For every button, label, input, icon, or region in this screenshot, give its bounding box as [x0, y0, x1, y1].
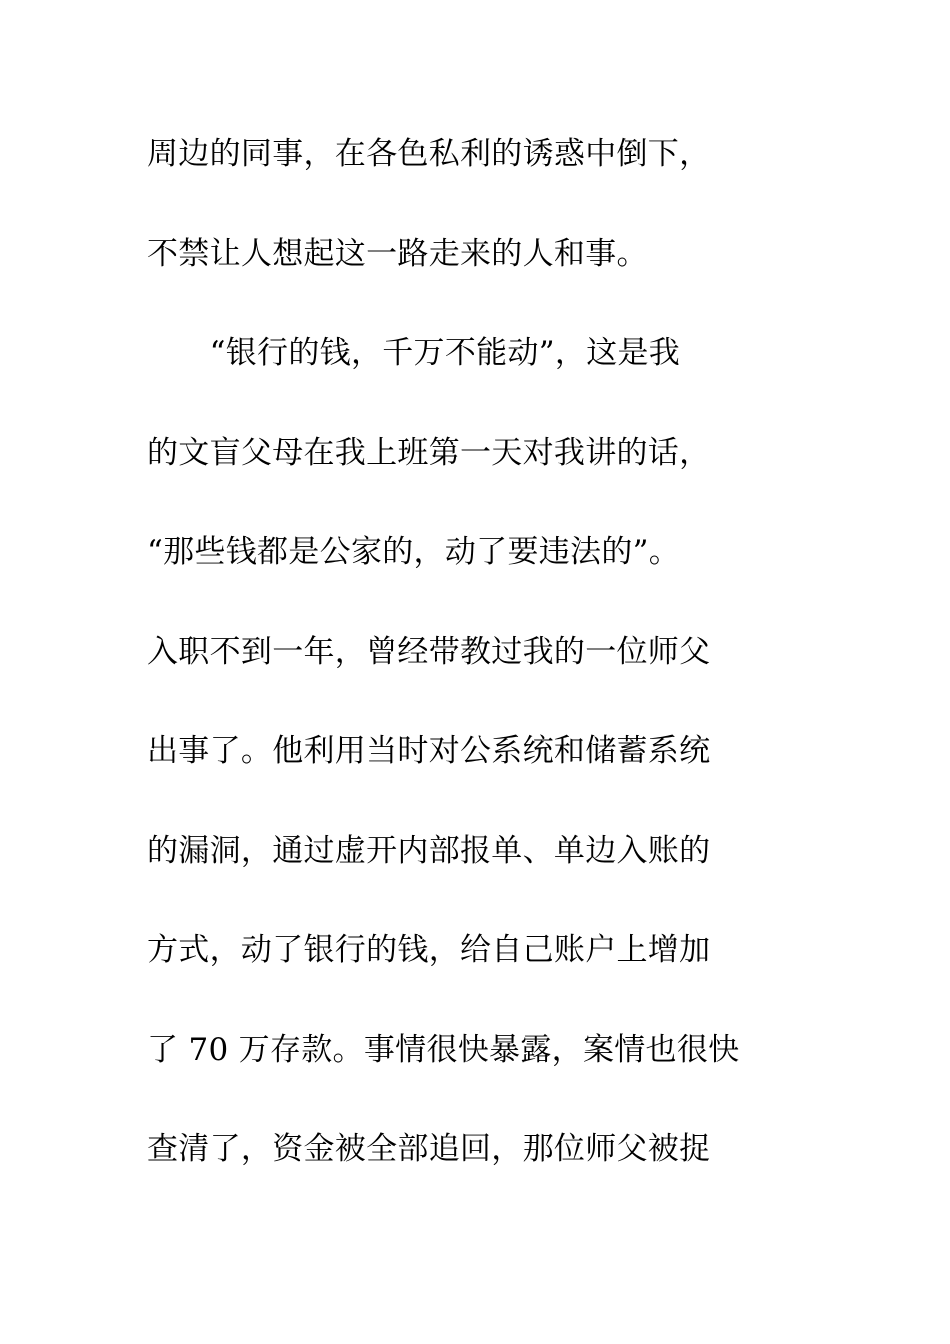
text-line: 了 70 万存款。事情很快暴露，案情也很快	[147, 1031, 740, 1068]
text-line: 方式，动了银行的钱，给自己账户上增加	[147, 932, 711, 968]
text-line: 周边的同事，在各色私利的诱惑中倒下，	[147, 136, 711, 172]
text-line: 入职不到一年，曾经带教过我的一位师父	[147, 633, 711, 670]
body-text	[147, 125, 807, 1220]
text-line: 查清了，资金被全部追回，那位师父被捉	[147, 1131, 711, 1167]
text-line: 的漏洞，通过虚开内部报单、单边入账的	[147, 832, 711, 869]
text-line: “银行的钱，千万不能动”，这是我	[147, 335, 681, 371]
text-line: “那些钱都是公家的，动了要违法的”。	[147, 534, 681, 570]
text-line: 出事了。他利用当时对公系统和储蓄系统	[147, 733, 711, 769]
text-line: 的文盲父母在我上班第一天对我讲的话，	[147, 434, 711, 471]
text-line: 不禁让人想起这一路走来的人和事。	[147, 235, 648, 272]
